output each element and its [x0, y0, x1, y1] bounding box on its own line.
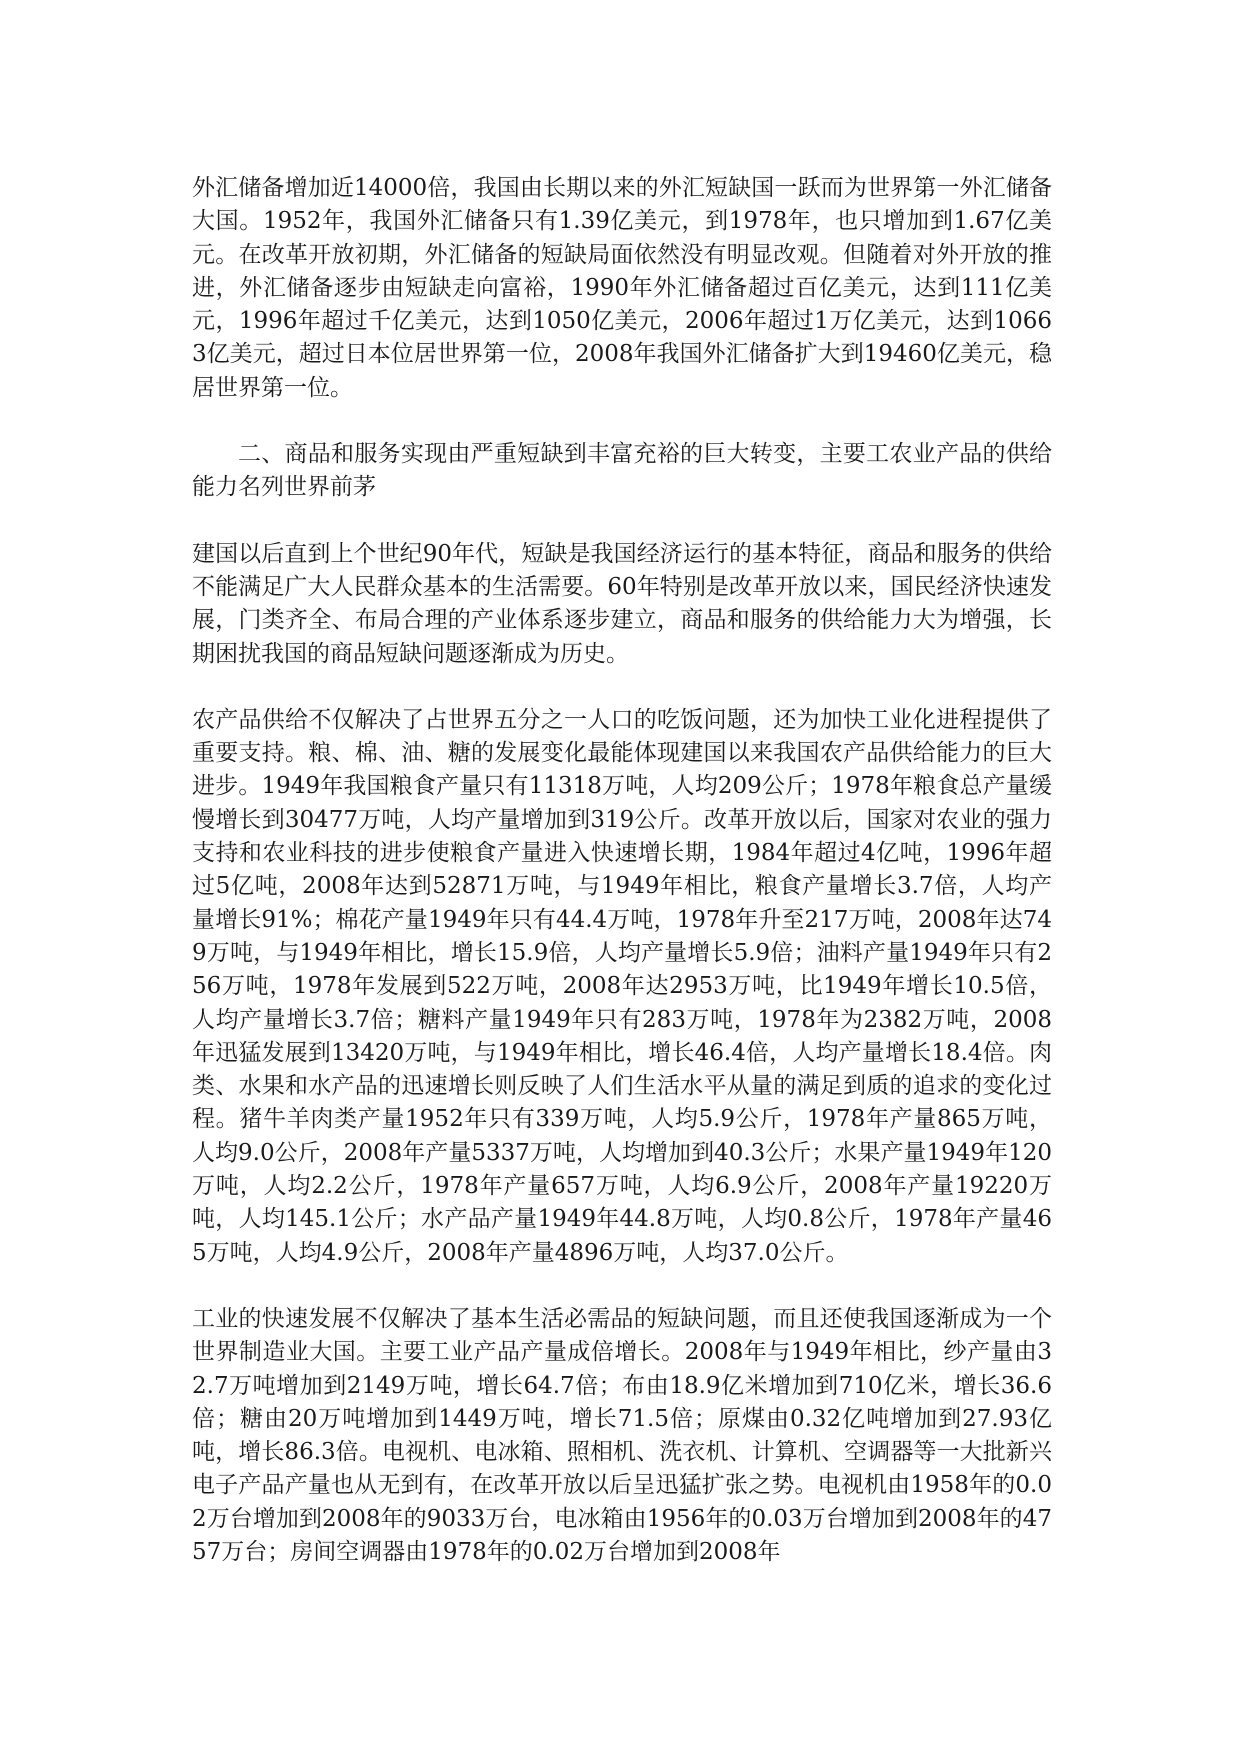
paragraph-industry: 工业的快速发展不仅解决了基本生活必需品的短缺问题，而且还使我国逐渐成为一个世界制造业大国。主要工业产品产量成倍增长。2008年与1949年相比，纱产量由32.7万吨增加到2149万吨，增长64.7倍；布由18.9亿米增加到710亿米，增长36.6倍；糖由20万吨增加到1449万吨，增长71.5倍；原煤由0.32亿吨增加到27.93亿吨，增长86.3倍。电视机、电冰箱、照相机、洗衣机、计算机、空调器等一大批新兴电子产品产量也从无到有，在改革开放以后呈迅猛扩张之势。电视机由1958年的0.02万台增加到2008年的9033万台，电冰箱由1956年的0.03万台增加到2008年的4757万台；房间空调器由1978年的0.02万台增加到2008年: [192, 1305, 1052, 1565]
paragraph-forex-reserves: 外汇储备增加近14000倍，我国由长期以来的外汇短缺国一跃而为世界第一外汇储备大国。1952年，我国外汇储备只有1.39亿美元，到1978年，也只增加到1.67亿美元。在改革开放初期，外汇储备的短缺局面依然没有明显改观。但随着对外开放的推进，外汇储备逐步由短缺走向富裕，1990年外汇储备超过百亿美元，达到111亿美元，1996年超过千亿美元，达到1050亿美元，2006年超过1万亿美元，达到10663亿美元，超过日本位居世界第一位，2008年我国外汇储备扩大到19460亿美元，稳居世界第一位。: [192, 175, 1052, 401]
paragraph-shortage: 建国以后直到上个世纪90年代，短缺是我国经济运行的基本特征，商品和服务的供给不能满足广大人民群众基本的生活需要。60年特别是改革开放以来，国民经济快速发展，门类齐全、布局合理的产业体系逐步建立，商品和服务的供给能力大为增强，长期困扰我国的商品短缺问题逐渐成为历史。: [192, 540, 1052, 667]
document-page: [192, 172, 1052, 1602]
section-heading: 二、商品和服务实现由严重短缺到丰富充裕的巨大转变，主要工农业产品的供给能力名列世界前茅: [192, 441, 1052, 501]
paragraph-agriculture: 农产品供给不仅解决了占世界五分之一人口的吃饭问题，还为加快工业化进程提供了重要支持。粮、棉、油、糖的发展变化最能体现建国以来我国农产品供给能力的巨大进步。1949年我国粮食产量只有11318万吨，人均209公斤；1978年粮食总产量缓慢增长到30477万吨，人均产量增加到319公斤。改革开放以后，国家对农业的强力支持和农业科技的进步使粮食产量进入快速增长期，1984年超过4亿吨，1996年超过5亿吨，2008年达到52871万吨，与1949年相比，粮食产量增长3.7倍，人均产量增长91%；棉花产量1949年只有44.4万吨，1978年升至217万吨，2008年达749万吨，与1949年相比，增长15.9倍，人均产量增长5.9倍；油料产量1949年只有256万吨，1978年发展到522万吨，2008年达2953万吨，比1949年增长10.5倍，人均产量增长3.7倍；糖料产量1949年只有283万吨，1978年为2382万吨，2008年迅猛发展到13420万吨，与1949年相比，增长46.4倍，人均产量增长18.4倍。肉类、水果和水产品的迅速增长则反映了人们生活水平从量的满足到质的追求的变化过程。猪牛羊肉类产量1952年只有339万吨，人均5.9公斤，1978年产量865万吨，人均9.0公斤，2008年产量5337万吨，人均增加到40.3公斤；水果产量1949年120万吨，人均2.2公斤，1978年产量657万吨，人均6.9公斤，2008年产量19220万吨，人均145.1公斤；水产品产量1949年44.8万吨，人均0.8公斤，1978年产量465万吨，人均4.9公斤，2008年产量4896万吨，人均37.0公斤。: [192, 706, 1052, 1266]
